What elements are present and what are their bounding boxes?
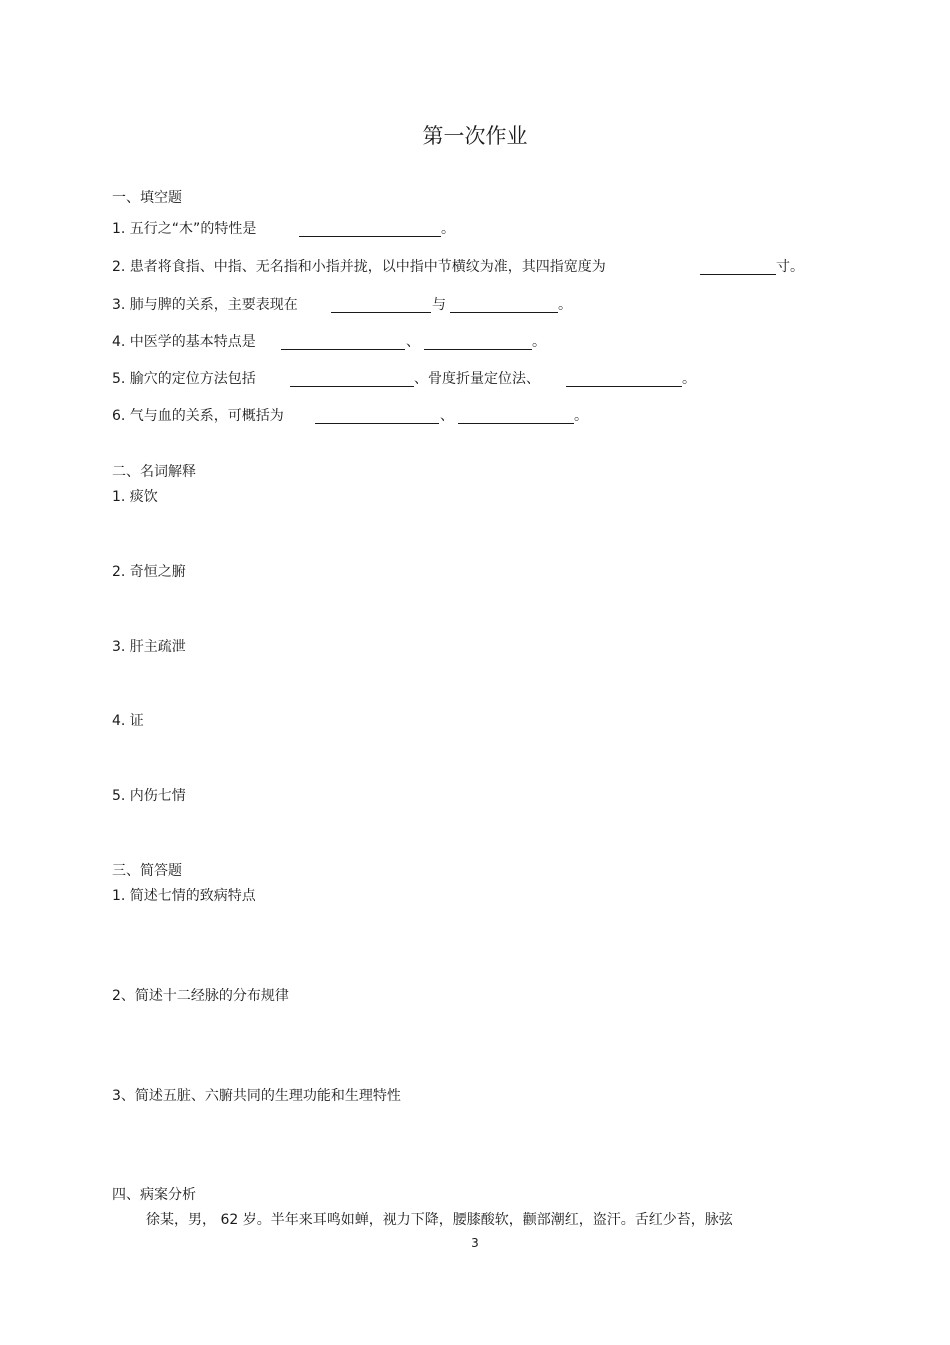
answer-blank-3b[interactable] [450, 312, 558, 313]
answer-blank-5a[interactable] [290, 386, 414, 387]
question-3-mid: 与 [432, 297, 446, 313]
short-answer-item: 2、简述十二经脉的分布规律 [112, 988, 289, 1004]
section-heading-case-analysis: 四、病案分析 [112, 1187, 196, 1203]
question-5-text: 5. 腧穴的定位方法包括 [112, 371, 256, 387]
page-number: 3 [471, 1236, 479, 1250]
question-2-end: 寸。 [776, 259, 804, 275]
page-title: 第一次作业 [422, 124, 528, 148]
short-answer-item: 1. 简述七情的致病特点 [112, 888, 256, 904]
question-5-mid: 、骨度折量定位法、 [414, 371, 540, 387]
definition-item: 3. 肝主疏泄 [112, 639, 186, 655]
question-6-end: 。 [574, 408, 588, 424]
definition-item: 1. 痰饮 [112, 489, 158, 505]
section-heading-fill-blank: 一、填空题 [112, 190, 182, 206]
definition-item: 2. 奇恒之腑 [112, 564, 186, 580]
definition-item: 4. 证 [112, 713, 144, 729]
answer-blank-6b[interactable] [458, 423, 574, 424]
answer-blank-3a[interactable] [331, 312, 431, 313]
section-heading-definitions: 二、名词解释 [112, 464, 196, 480]
question-4-end: 。 [532, 334, 546, 350]
question-3-text: 3. 肺与脾的关系，主要表现在 [112, 297, 298, 313]
question-3-end: 。 [558, 297, 572, 313]
question-4-text: 4. 中医学的基本特点是 [112, 334, 256, 350]
answer-blank-2[interactable] [700, 274, 776, 275]
case-description: 徐某，男， 62 岁。半年来耳鸣如蝉，视力下降，腰膝酸软，颧部潮红，盗汗。舌红少苔，脉弦 [146, 1212, 733, 1228]
question-4-mid: 、 [406, 334, 420, 350]
question-6-text: 6. 气与血的关系，可概括为 [112, 408, 284, 424]
question-2-text: 2. 患者将食指、中指、无名指和小指并拢，以中指中节横纹为准，其四指宽度为 [112, 259, 606, 275]
answer-blank-4b[interactable] [424, 349, 532, 350]
answer-blank-1[interactable] [299, 236, 441, 237]
question-6-mid: 、 [440, 408, 454, 424]
short-answer-item: 3、简述五脏、六腑共同的生理功能和生理特性 [112, 1088, 401, 1104]
answer-blank-5b[interactable] [566, 386, 682, 387]
question-5-end: 。 [682, 371, 696, 387]
section-heading-short-answer: 三、简答题 [112, 863, 182, 879]
definition-item: 5. 内伤七情 [112, 788, 186, 804]
question-1-end: 。 [441, 221, 455, 237]
answer-blank-4a[interactable] [281, 349, 405, 350]
question-1-text: 1. 五行之“木”的特性是 [112, 221, 257, 237]
answer-blank-6a[interactable] [315, 423, 439, 424]
